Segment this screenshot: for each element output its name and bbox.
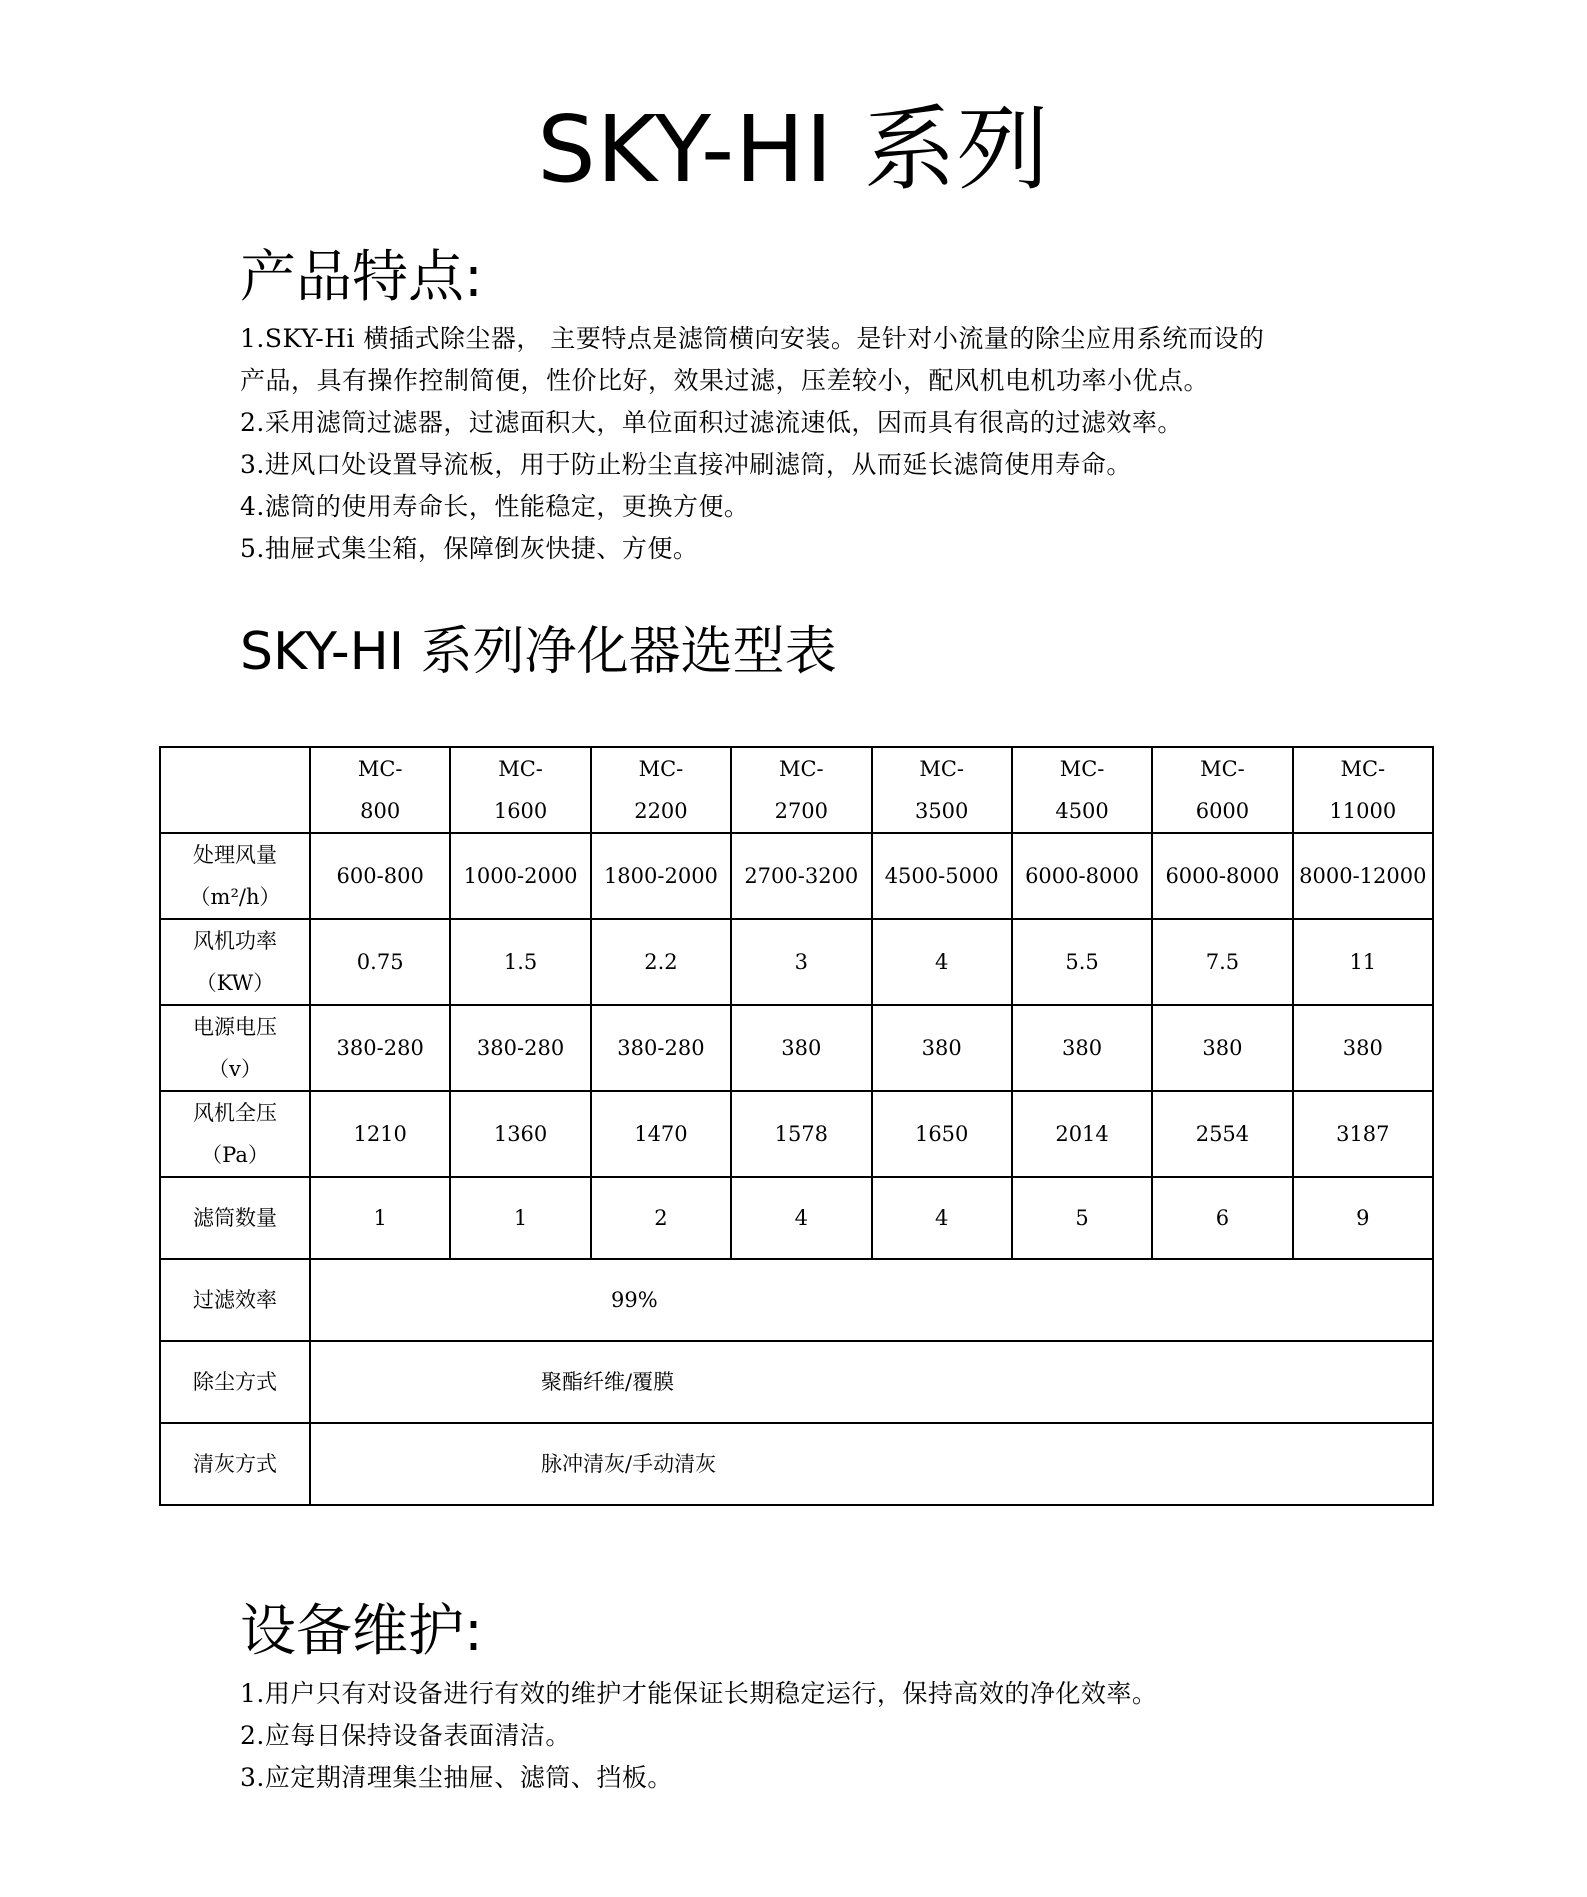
table-cell: 0.75 bbox=[310, 919, 450, 1005]
features-line: 5.抽屉式集尘箱，保障倒灰快捷、方便。 bbox=[240, 534, 699, 563]
table-row-filter-count bbox=[160, 1177, 1433, 1259]
table-corner-cell bbox=[160, 747, 310, 833]
table-cell: 1800-2000 bbox=[591, 833, 731, 919]
table-row-dust-method bbox=[160, 1341, 1433, 1423]
features-list bbox=[240, 318, 1420, 570]
table-cell: 380-280 bbox=[310, 1005, 450, 1091]
table-row-efficiency bbox=[160, 1259, 1433, 1341]
table-row-airflow bbox=[160, 833, 1433, 919]
table-cell: 2.2 bbox=[591, 919, 731, 1005]
model-header-cell: MC- 4500 bbox=[1012, 747, 1152, 833]
table-row-voltage bbox=[160, 1005, 1433, 1091]
table-row-fan-pressure bbox=[160, 1091, 1433, 1177]
table-cell: 1578 bbox=[731, 1091, 871, 1177]
table-cell: 1360 bbox=[450, 1091, 590, 1177]
table-cell: 6000-8000 bbox=[1012, 833, 1152, 919]
table-header-row bbox=[160, 747, 1433, 833]
table-cell: 1650 bbox=[872, 1091, 1012, 1177]
features-heading: 产品特点: bbox=[240, 245, 483, 310]
table-cell: 380 bbox=[1293, 1005, 1433, 1091]
selection-table bbox=[159, 746, 1434, 1506]
table-cell: 380-280 bbox=[591, 1005, 731, 1091]
features-line: 3.进风口处设置导流板，用于防止粉尘直接冲刷滤筒，从而延长滤筒使用寿命。 bbox=[240, 450, 1132, 479]
table-row-cleaning-method bbox=[160, 1423, 1433, 1505]
maintenance-line: 2.应每日保持设备表面清洁。 bbox=[240, 1721, 571, 1750]
row-label: 清灰方式 bbox=[160, 1423, 310, 1505]
maintenance-list bbox=[240, 1673, 1420, 1799]
row-label: 风机功率 （KW） bbox=[160, 919, 310, 1005]
model-header-cell: MC- 800 bbox=[310, 747, 450, 833]
table-cell: 1470 bbox=[591, 1091, 731, 1177]
table-cell: 1 bbox=[450, 1177, 590, 1259]
table-cell: 4 bbox=[872, 1177, 1012, 1259]
features-line: 产品，具有操作控制简便，性价比好，效果过滤，压差较小，配风机电机功率小优点。 bbox=[240, 366, 1210, 395]
table-cell: 2 bbox=[591, 1177, 731, 1259]
model-header-cell: MC- 2700 bbox=[731, 747, 871, 833]
table-cell: 380-280 bbox=[450, 1005, 590, 1091]
table-cell: 1210 bbox=[310, 1091, 450, 1177]
row-label: 电源电压 （v） bbox=[160, 1005, 310, 1091]
table-cell: 3187 bbox=[1293, 1091, 1433, 1177]
model-header-cell: MC- 1600 bbox=[450, 747, 590, 833]
features-line: 1.SKY-Hi 横插式除尘器， 主要特点是滤筒横向安装。是针对小流量的除尘应用系统而设的 bbox=[240, 324, 1265, 353]
model-header-cell: MC- 3500 bbox=[872, 747, 1012, 833]
table-row-fan-power bbox=[160, 919, 1433, 1005]
maintenance-line: 3.应定期清理集尘抽屉、滤筒、挡板。 bbox=[240, 1763, 673, 1792]
features-line: 4.滤筒的使用寿命长，性能稳定，更换方便。 bbox=[240, 492, 750, 521]
table-cell: 5 bbox=[1012, 1177, 1152, 1259]
table-cell: 600-800 bbox=[310, 833, 450, 919]
table-cell: 1.5 bbox=[450, 919, 590, 1005]
page-title: SKY-HI 系列 bbox=[537, 96, 1050, 203]
table-cell: 1000-2000 bbox=[450, 833, 590, 919]
table-cell: 1 bbox=[310, 1177, 450, 1259]
maintenance-heading: 设备维护: bbox=[240, 1599, 483, 1664]
merged-cell: 脉冲清灰/手动清灰 bbox=[310, 1423, 1433, 1505]
row-label: 风机全压 （Pa） bbox=[160, 1091, 310, 1177]
row-label: 滤筒数量 bbox=[160, 1177, 310, 1259]
table-cell: 380 bbox=[872, 1005, 1012, 1091]
selection-table-heading: SKY-HI 系列净化器选型表 bbox=[240, 622, 837, 682]
table-cell: 5.5 bbox=[1012, 919, 1152, 1005]
row-label: 除尘方式 bbox=[160, 1341, 310, 1423]
row-label: 处理风量 （m²/h） bbox=[160, 833, 310, 919]
table-cell: 380 bbox=[1012, 1005, 1152, 1091]
model-header-cell: MC- 2200 bbox=[591, 747, 731, 833]
row-label: 过滤效率 bbox=[160, 1259, 310, 1341]
merged-cell: 99% bbox=[310, 1259, 1433, 1341]
table-cell: 380 bbox=[731, 1005, 871, 1091]
maintenance-line: 1.用户只有对设备进行有效的维护才能保证长期稳定运行，保持高效的净化效率。 bbox=[240, 1679, 1158, 1708]
table-cell: 2554 bbox=[1152, 1091, 1292, 1177]
table-cell: 9 bbox=[1293, 1177, 1433, 1259]
table-cell: 8000-12000 bbox=[1293, 833, 1433, 919]
table-cell: 6 bbox=[1152, 1177, 1292, 1259]
model-header-cell: MC- 6000 bbox=[1152, 747, 1292, 833]
table-cell: 380 bbox=[1152, 1005, 1292, 1091]
table-cell: 11 bbox=[1293, 919, 1433, 1005]
table-cell: 2014 bbox=[1012, 1091, 1152, 1177]
table-cell: 4500-5000 bbox=[872, 833, 1012, 919]
table-cell: 6000-8000 bbox=[1152, 833, 1292, 919]
table-cell: 7.5 bbox=[1152, 919, 1292, 1005]
table-cell: 3 bbox=[731, 919, 871, 1005]
model-header-cell: MC- 11000 bbox=[1293, 747, 1433, 833]
merged-cell: 聚酯纤维/覆膜 bbox=[310, 1341, 1433, 1423]
table-cell: 4 bbox=[731, 1177, 871, 1259]
features-line: 2.采用滤筒过滤器，过滤面积大，单位面积过滤流速低，因而具有很高的过滤效率。 bbox=[240, 408, 1183, 437]
table-cell: 2700-3200 bbox=[731, 833, 871, 919]
table-cell: 4 bbox=[872, 919, 1012, 1005]
